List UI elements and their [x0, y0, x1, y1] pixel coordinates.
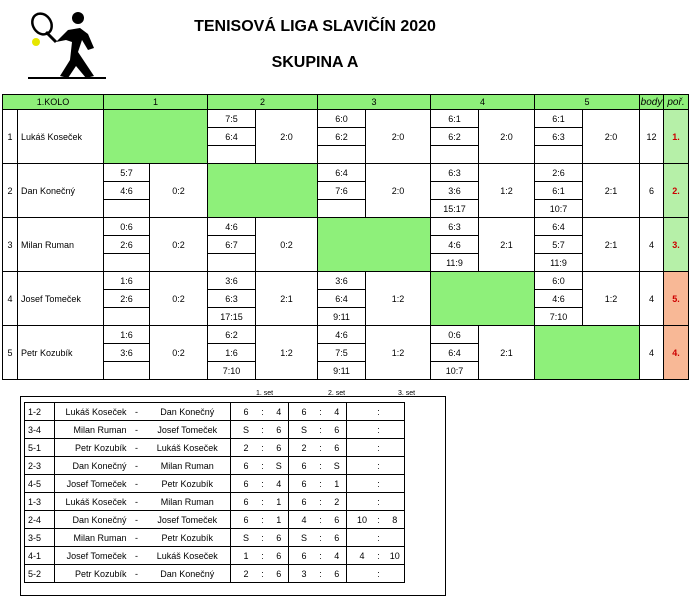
separator: -	[129, 511, 145, 529]
group-title: SKUPINA A	[271, 54, 359, 71]
match-code: 2-3	[25, 457, 55, 475]
rank-value: 4.	[664, 326, 689, 380]
player-row	[3, 218, 689, 236]
set-score: 4:6	[431, 236, 479, 254]
set-score: 10:7	[535, 200, 583, 218]
colon: :	[314, 439, 328, 457]
set-score	[104, 308, 150, 326]
games-home: 2	[295, 439, 314, 457]
set-score: 6:2	[318, 128, 366, 146]
set-score: 3:6	[431, 182, 479, 200]
games-home	[353, 403, 372, 421]
games-away: 8	[386, 511, 405, 529]
colon: :	[256, 457, 270, 475]
self-cell	[431, 272, 535, 326]
colon: :	[372, 403, 386, 421]
set-score: 6:1	[535, 182, 583, 200]
games-home	[353, 475, 372, 493]
games-away: 4	[270, 475, 289, 493]
match-code: 4-1	[25, 547, 55, 565]
set-score: 3:6	[104, 344, 150, 362]
set-score: 5:7	[104, 164, 150, 182]
colon: :	[256, 475, 270, 493]
games-home: 6	[237, 403, 256, 421]
set-score: 6:4	[208, 128, 256, 146]
set-score: 6:3	[431, 164, 479, 182]
points-value: 12	[640, 110, 664, 164]
colon: :	[256, 565, 270, 583]
player-home: Dan Konečný	[55, 511, 129, 529]
games-away: 6	[328, 421, 347, 439]
player-row	[3, 110, 689, 128]
set-score: 2:6	[104, 290, 150, 308]
games-home	[353, 421, 372, 439]
set-score: 10:7	[431, 362, 479, 380]
set-score: 4:6	[535, 290, 583, 308]
match-code: 1-2	[25, 403, 55, 421]
match-code: 2-4	[25, 511, 55, 529]
player-away: Petr Kozubík	[145, 475, 231, 493]
set-score: 11:9	[431, 254, 479, 272]
set-score: 6:3	[535, 128, 583, 146]
colon: :	[256, 547, 270, 565]
games-away: 1	[270, 493, 289, 511]
set-score: 17:15	[208, 308, 256, 326]
set-score: 6:4	[431, 344, 479, 362]
set-score: 7:10	[535, 308, 583, 326]
player-row	[3, 326, 689, 344]
match-code: 5-1	[25, 439, 55, 457]
match-score: 1:2	[583, 272, 640, 326]
games-away: 6	[328, 529, 347, 547]
player-home: Petr Kozubík	[55, 565, 129, 583]
schedule-row	[25, 403, 405, 421]
match-score: 1:2	[366, 326, 431, 380]
colon: :	[256, 493, 270, 511]
games-home: S	[237, 529, 256, 547]
games-away	[386, 421, 405, 439]
player-home: Milan Ruman	[55, 529, 129, 547]
games-home: 6	[295, 403, 314, 421]
games-home: 6	[295, 457, 314, 475]
games-home: 6	[237, 511, 256, 529]
colon: :	[314, 547, 328, 565]
games-away: 6	[270, 565, 289, 583]
set-score	[104, 362, 150, 380]
games-home	[353, 529, 372, 547]
games-away	[386, 439, 405, 457]
rank-value: 3.	[664, 218, 689, 272]
colon: :	[256, 511, 270, 529]
separator: -	[129, 421, 145, 439]
separator: -	[129, 565, 145, 583]
match-score: 1:2	[256, 326, 318, 380]
games-away: 10	[386, 547, 405, 565]
games-home: 3	[295, 565, 314, 583]
games-away	[386, 565, 405, 583]
match-score: 0:2	[150, 164, 208, 218]
self-cell	[318, 218, 431, 272]
set-score: 9:11	[318, 362, 366, 380]
match-score: 2:1	[479, 326, 535, 380]
points-value: 6	[640, 164, 664, 218]
row-number: 5	[3, 326, 18, 380]
colon: :	[372, 547, 386, 565]
set-score: 1:6	[104, 272, 150, 290]
set-score: 3:6	[318, 272, 366, 290]
row-number: 3	[3, 218, 18, 272]
match-score: 2:1	[256, 272, 318, 326]
set-score: 6:2	[431, 128, 479, 146]
games-away: 1	[328, 475, 347, 493]
colon: :	[372, 457, 386, 475]
rank-value: 2.	[664, 164, 689, 218]
colon: :	[256, 421, 270, 439]
colon: :	[314, 403, 328, 421]
colon: :	[314, 421, 328, 439]
player-home: Lukáš Koseček	[55, 403, 129, 421]
games-home	[353, 439, 372, 457]
colon: :	[372, 565, 386, 583]
player-away: Lukáš Koseček	[145, 547, 231, 565]
games-away: S	[270, 457, 289, 475]
set-score: 6:7	[208, 236, 256, 254]
player-name: Lukáš Koseček	[18, 110, 104, 164]
row-number: 2	[3, 164, 18, 218]
set-score: 7:6	[318, 182, 366, 200]
games-away: 6	[328, 511, 347, 529]
player-row	[3, 272, 689, 290]
match-score: 0:2	[150, 326, 208, 380]
set-score: 7:10	[208, 362, 256, 380]
games-home: 6	[295, 547, 314, 565]
match-score: 2:1	[583, 164, 640, 218]
match-code: 4-5	[25, 475, 55, 493]
rank-header: poř.	[664, 95, 689, 110]
games-home: S	[295, 529, 314, 547]
match-score: 0:2	[150, 218, 208, 272]
table-header-row	[3, 95, 689, 110]
set-score: 15:17	[431, 200, 479, 218]
games-home: 6	[295, 475, 314, 493]
schedule-table	[24, 402, 405, 583]
games-away	[386, 529, 405, 547]
standings-table	[2, 94, 689, 380]
games-away	[386, 475, 405, 493]
match-score: 2:0	[366, 110, 431, 164]
set-score: 6:1	[431, 110, 479, 128]
games-home	[353, 565, 372, 583]
match-score: 1:2	[366, 272, 431, 326]
set-score: 5:7	[535, 236, 583, 254]
column-header: 2	[208, 95, 318, 110]
games-away: 6	[328, 439, 347, 457]
column-header: 1	[104, 95, 208, 110]
games-away: 6	[328, 565, 347, 583]
set-score	[318, 200, 366, 218]
colon: :	[314, 511, 328, 529]
set-score: 6:0	[318, 110, 366, 128]
row-number: 4	[3, 272, 18, 326]
column-header: 3	[318, 95, 431, 110]
colon: :	[372, 439, 386, 457]
games-home: 6	[237, 493, 256, 511]
page-title: TENISOVÁ LIGA SLAVIČÍN 2020	[194, 18, 436, 35]
set-score: 6:1	[535, 110, 583, 128]
round-label: 1.KOLO	[3, 95, 104, 110]
set-score: 4:6	[208, 218, 256, 236]
colon: :	[314, 457, 328, 475]
separator: -	[129, 493, 145, 511]
games-home: 4	[353, 547, 372, 565]
colon: :	[372, 529, 386, 547]
games-home: S	[295, 421, 314, 439]
colon: :	[256, 529, 270, 547]
games-away: 6	[270, 439, 289, 457]
games-home: 2	[237, 439, 256, 457]
header	[0, 0, 690, 92]
set-header: 3. set	[398, 390, 416, 397]
player-name: Milan Ruman	[18, 218, 104, 272]
self-cell	[104, 110, 208, 164]
player-away: Josef Tomeček	[145, 511, 231, 529]
games-home	[353, 493, 372, 511]
set-score: 2:6	[535, 164, 583, 182]
set-score: 6:4	[318, 164, 366, 182]
schedule-row	[25, 475, 405, 493]
games-away: 4	[270, 403, 289, 421]
colon: :	[256, 403, 270, 421]
row-number: 1	[3, 110, 18, 164]
schedule-row	[25, 457, 405, 475]
games-away: 6	[270, 547, 289, 565]
games-away: 4	[328, 403, 347, 421]
set-header: 1. set	[256, 390, 274, 397]
games-away: 4	[328, 547, 347, 565]
games-home: 4	[295, 511, 314, 529]
rank-value: 5.	[664, 272, 689, 326]
games-home: 6	[237, 475, 256, 493]
games-home: 1	[237, 547, 256, 565]
separator: -	[129, 547, 145, 565]
games-away	[386, 403, 405, 421]
match-code: 3-5	[25, 529, 55, 547]
schedule-row	[25, 493, 405, 511]
schedule-row	[25, 547, 405, 565]
separator: -	[129, 403, 145, 421]
player-name: Petr Kozubík	[18, 326, 104, 380]
match-score: 2:0	[479, 110, 535, 164]
set-score: 0:6	[431, 326, 479, 344]
points-value: 4	[640, 326, 664, 380]
set-score: 4:6	[318, 326, 366, 344]
self-cell	[535, 326, 640, 380]
schedule-row	[25, 511, 405, 529]
points-value: 4	[640, 218, 664, 272]
set-score	[104, 200, 150, 218]
colon: :	[314, 565, 328, 583]
games-away: S	[328, 457, 347, 475]
match-score: 2:0	[366, 164, 431, 218]
player-row	[3, 164, 689, 182]
self-cell	[208, 164, 318, 218]
schedule-row	[25, 439, 405, 457]
match-score: 2:1	[583, 218, 640, 272]
schedule-row	[25, 421, 405, 439]
player-away: Josef Tomeček	[145, 421, 231, 439]
colon: :	[372, 421, 386, 439]
match-score: 0:2	[150, 272, 208, 326]
set-score: 11:9	[535, 254, 583, 272]
set-score	[208, 146, 256, 164]
games-away	[386, 493, 405, 511]
colon: :	[372, 475, 386, 493]
games-away: 2	[328, 493, 347, 511]
set-score: 7:5	[318, 344, 366, 362]
schedule-row	[25, 565, 405, 583]
set-score	[431, 146, 479, 164]
match-score: 1:2	[479, 164, 535, 218]
separator: -	[129, 475, 145, 493]
column-header: 4	[431, 95, 535, 110]
set-score: 6:4	[318, 290, 366, 308]
games-home: 2	[237, 565, 256, 583]
player-name: Dan Konečný	[18, 164, 104, 218]
separator: -	[129, 439, 145, 457]
set-score: 9:11	[318, 308, 366, 326]
set-score: 6:4	[535, 218, 583, 236]
set-score: 1:6	[104, 326, 150, 344]
set-score	[104, 254, 150, 272]
games-home	[353, 457, 372, 475]
player-home: Dan Konečný	[55, 457, 129, 475]
player-home: Josef Tomeček	[55, 547, 129, 565]
rank-value: 1.	[664, 110, 689, 164]
set-score: 6:3	[431, 218, 479, 236]
set-header: 2. set	[328, 390, 346, 397]
column-header: 5	[535, 95, 640, 110]
match-score: 2:0	[256, 110, 318, 164]
match-code: 3-4	[25, 421, 55, 439]
points-value: 4	[640, 272, 664, 326]
player-home: Lukáš Koseček	[55, 493, 129, 511]
set-score: 2:6	[104, 236, 150, 254]
player-away: Petr Kozubík	[145, 529, 231, 547]
player-away: Dan Konečný	[145, 403, 231, 421]
games-home: 6	[237, 457, 256, 475]
player-away: Milan Ruman	[145, 457, 231, 475]
set-score: 4:6	[104, 182, 150, 200]
games-home: S	[237, 421, 256, 439]
games-home: 6	[295, 493, 314, 511]
match-score: 2:0	[583, 110, 640, 164]
colon: :	[256, 439, 270, 457]
games-away: 1	[270, 511, 289, 529]
games-away: 6	[270, 529, 289, 547]
set-score: 0:6	[104, 218, 150, 236]
player-name: Josef Tomeček	[18, 272, 104, 326]
set-score	[535, 146, 583, 164]
player-home: Petr Kozubík	[55, 439, 129, 457]
colon: :	[314, 475, 328, 493]
set-score: 6:0	[535, 272, 583, 290]
colon: :	[372, 493, 386, 511]
player-away: Dan Konečný	[145, 565, 231, 583]
match-score: 2:1	[479, 218, 535, 272]
set-score	[318, 146, 366, 164]
set-score: 6:3	[208, 290, 256, 308]
colon: :	[372, 511, 386, 529]
schedule-row	[25, 529, 405, 547]
match-code: 5-2	[25, 565, 55, 583]
match-score: 0:2	[256, 218, 318, 272]
set-score	[208, 254, 256, 272]
set-score: 3:6	[208, 272, 256, 290]
set-score: 7:5	[208, 110, 256, 128]
player-away: Milan Ruman	[145, 493, 231, 511]
player-away: Lukáš Koseček	[145, 439, 231, 457]
colon: :	[314, 493, 328, 511]
player-home: Milan Ruman	[55, 421, 129, 439]
games-away	[386, 457, 405, 475]
colon: :	[314, 529, 328, 547]
set-score: 6:2	[208, 326, 256, 344]
player-home: Josef Tomeček	[55, 475, 129, 493]
games-home: 10	[353, 511, 372, 529]
points-header: body	[640, 96, 663, 108]
set-score: 1:6	[208, 344, 256, 362]
separator: -	[129, 529, 145, 547]
match-code: 1-3	[25, 493, 55, 511]
games-away: 6	[270, 421, 289, 439]
separator: -	[129, 457, 145, 475]
